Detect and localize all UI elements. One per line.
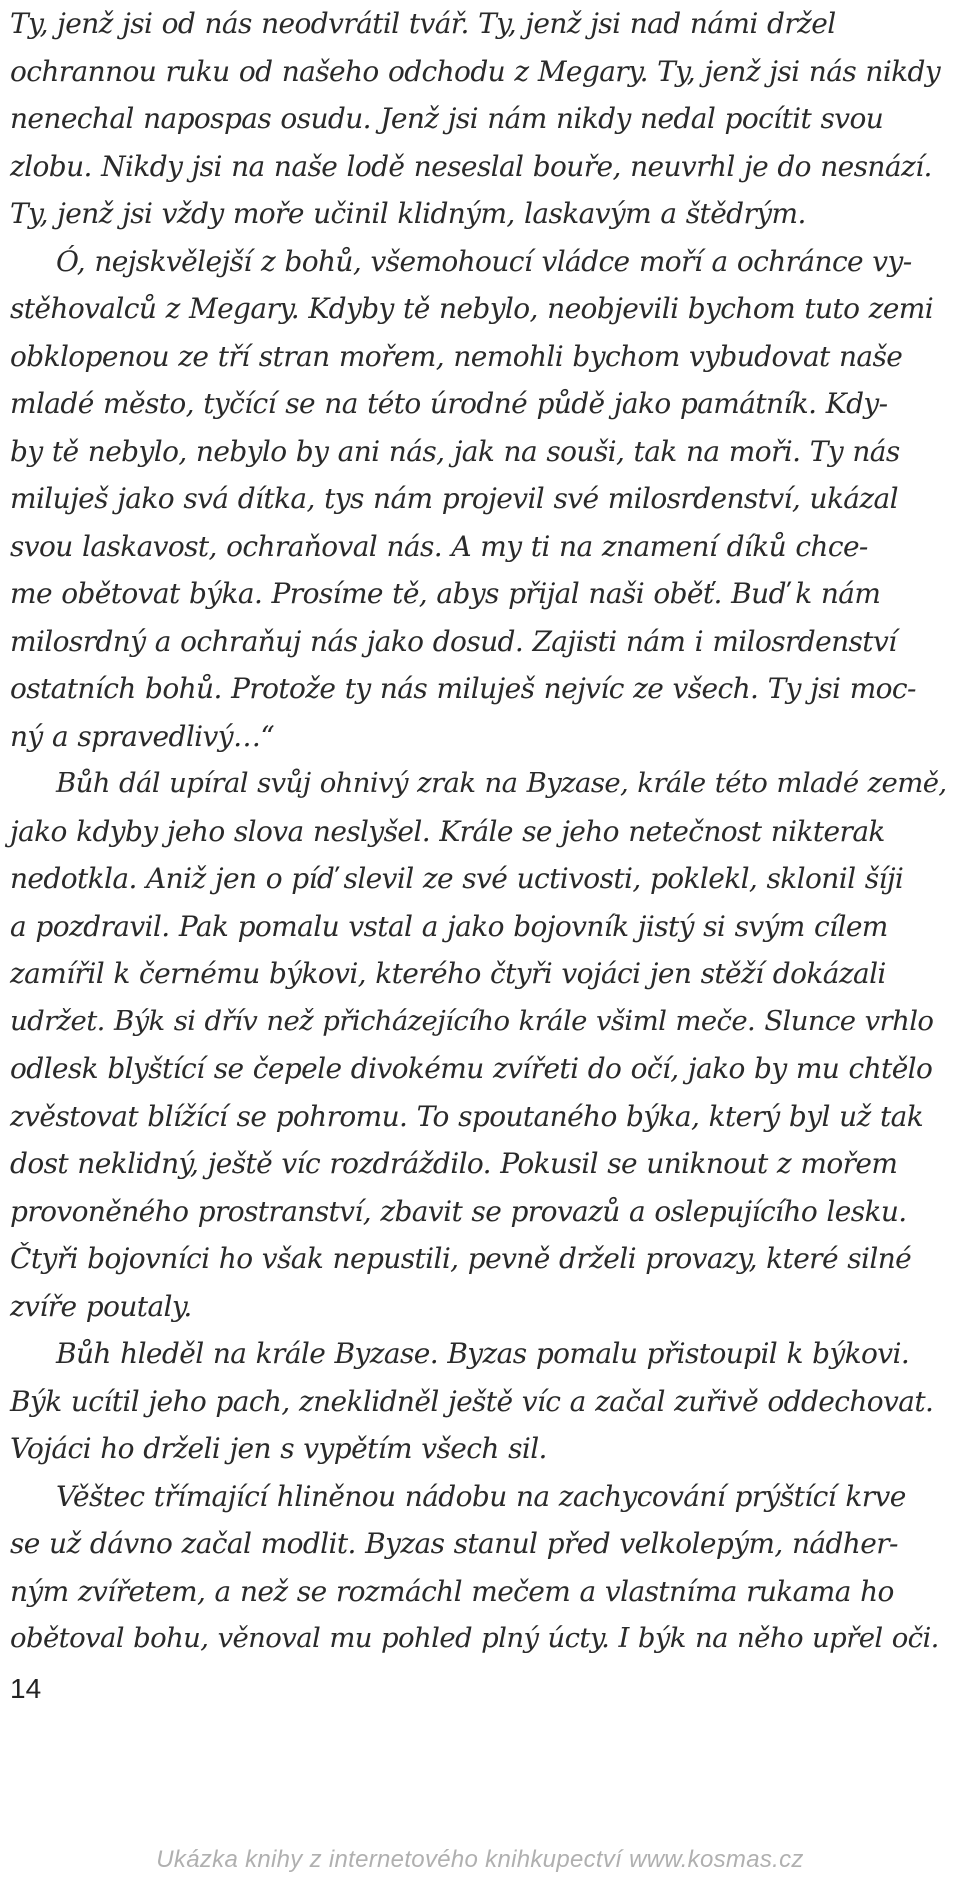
text-line: Ó, nejskvělejší z bohů, všemohoucí vládce moří a ochránce vy- bbox=[56, 244, 912, 278]
text-line: Bůh dál upíral svůj ohnivý zrak na Byzase, krále této mladé země, bbox=[56, 767, 947, 799]
text-line: Ty, jenž jsi vždy moře učinil klidným, laskavým a štědrým. bbox=[10, 197, 806, 230]
text-line: nenechal napospas osudu. Jenž jsi nám nikdy nedal pocítit svou bbox=[10, 102, 884, 135]
text-line: Býk ucítil jeho pach, zneklidněl ještě víc a začal zuřivě oddechovat. bbox=[10, 1384, 934, 1418]
page-body-text bbox=[10, 0, 950, 1663]
text-line: milosrdný a ochraňuj nás jako dosud. Zajisti nám i milosrdenství bbox=[10, 624, 897, 658]
page-number: 14 bbox=[10, 1673, 42, 1704]
text-line: a pozdravil. Pak pomalu vstal a jako bojovník jistý si svým cílem bbox=[10, 909, 888, 943]
text-line: zvěstovat blížící se pohromu. To spoutaného býka, který byl už tak bbox=[10, 1099, 924, 1133]
text-line: miluješ jako svá dítka, tys nám projevil své milosrdenství, ukázal bbox=[10, 482, 899, 515]
text-line: ným zvířetem, a než se rozmáchl mečem a vlastníma rukama ho bbox=[10, 1574, 894, 1608]
text-line: se už dávno začal modlit. Byzas stanul před velkolepým, nádher- bbox=[10, 1527, 898, 1560]
text-line: udržet. Býk si dřív než přicházejícího krále všiml meče. Slunce vrhlo bbox=[10, 1004, 934, 1037]
text-line: obklopenou ze tří stran mořem, nemohli bychom vybudovat naše bbox=[10, 339, 903, 373]
text-line: provoněného prostranství, zbavit se provazů a oslepujícího lesku. bbox=[10, 1194, 907, 1228]
text-line: mladé město, tyčící se na této úrodné půdě jako památník. Kdy- bbox=[10, 387, 888, 420]
text-line: me obětovat býka. Prosíme tě, abys přijal naši oběť. Buď k nám bbox=[10, 577, 881, 610]
text-line: ný a spravedlivý…“ bbox=[10, 719, 275, 753]
text-line: zvíře poutaly. bbox=[10, 1289, 192, 1323]
text-line: Čtyři bojovníci ho však nepustili, pevně drželi provazy, které silné bbox=[10, 1242, 912, 1275]
text-line: svou laskavost, ochraňoval nás. A my ti na znamení díků chce- bbox=[10, 529, 868, 563]
footer-watermark: Ukázka knihy z internetového knihkupectví www.kosmas.cz bbox=[156, 1846, 804, 1873]
text-line: zamířil k černému býkovi, kterého čtyři vojáci jen stěží dokázali bbox=[10, 957, 886, 990]
text-line: odlesk blyštící se čepele divokému zvířeti do očí, jako by mu chtělo bbox=[10, 1052, 933, 1085]
text-line: dost neklidný, ještě víc rozdráždilo. Pokusil se uniknout z mořem bbox=[10, 1147, 898, 1180]
text-line: jako kdyby jeho slova neslyšel. Krále se jeho netečnost nikterak bbox=[10, 814, 885, 848]
text-line: obětoval bohu, věnoval mu pohled plný úcty. I býk na něho upřel oči. bbox=[10, 1622, 939, 1654]
text-line: ochrannou ruku od našeho odchodu z Megary. Ty, jenž jsi nás nikdy bbox=[10, 54, 941, 88]
text-line: stěhovalců z Megary. Kdyby tě nebylo, neobjevili bychom tuto zemi bbox=[10, 292, 934, 325]
text-line: Ty, jenž jsi od nás neodvrátil tvář. Ty, jenž jsi nad námi držel bbox=[10, 7, 836, 40]
text-line: Věštec třímající hliněnou nádobu na zachycování prýštící krve bbox=[56, 1479, 906, 1513]
text-line: nedotkla. Aniž jen o píď slevil ze své uctivosti, poklekl, sklonil šíji bbox=[10, 862, 904, 895]
text-line: Vojáci ho drželi jen s vypětím všech sil. bbox=[10, 1432, 547, 1465]
text-line: ostatních bohů. Protože ty nás miluješ nejvíc ze všech. Ty jsi moc- bbox=[10, 672, 916, 705]
text-line: Bůh hleděl na krále Byzase. Byzas pomalu přistoupil k býkovi. bbox=[56, 1337, 910, 1370]
text-line: zlobu. Nikdy jsi na naše lodě neseslal bouře, neuvrhl je do nesnází. bbox=[10, 149, 932, 183]
text-line: by tě nebylo, nebylo by ani nás, jak na souši, tak na moři. Ty nás bbox=[10, 434, 900, 468]
